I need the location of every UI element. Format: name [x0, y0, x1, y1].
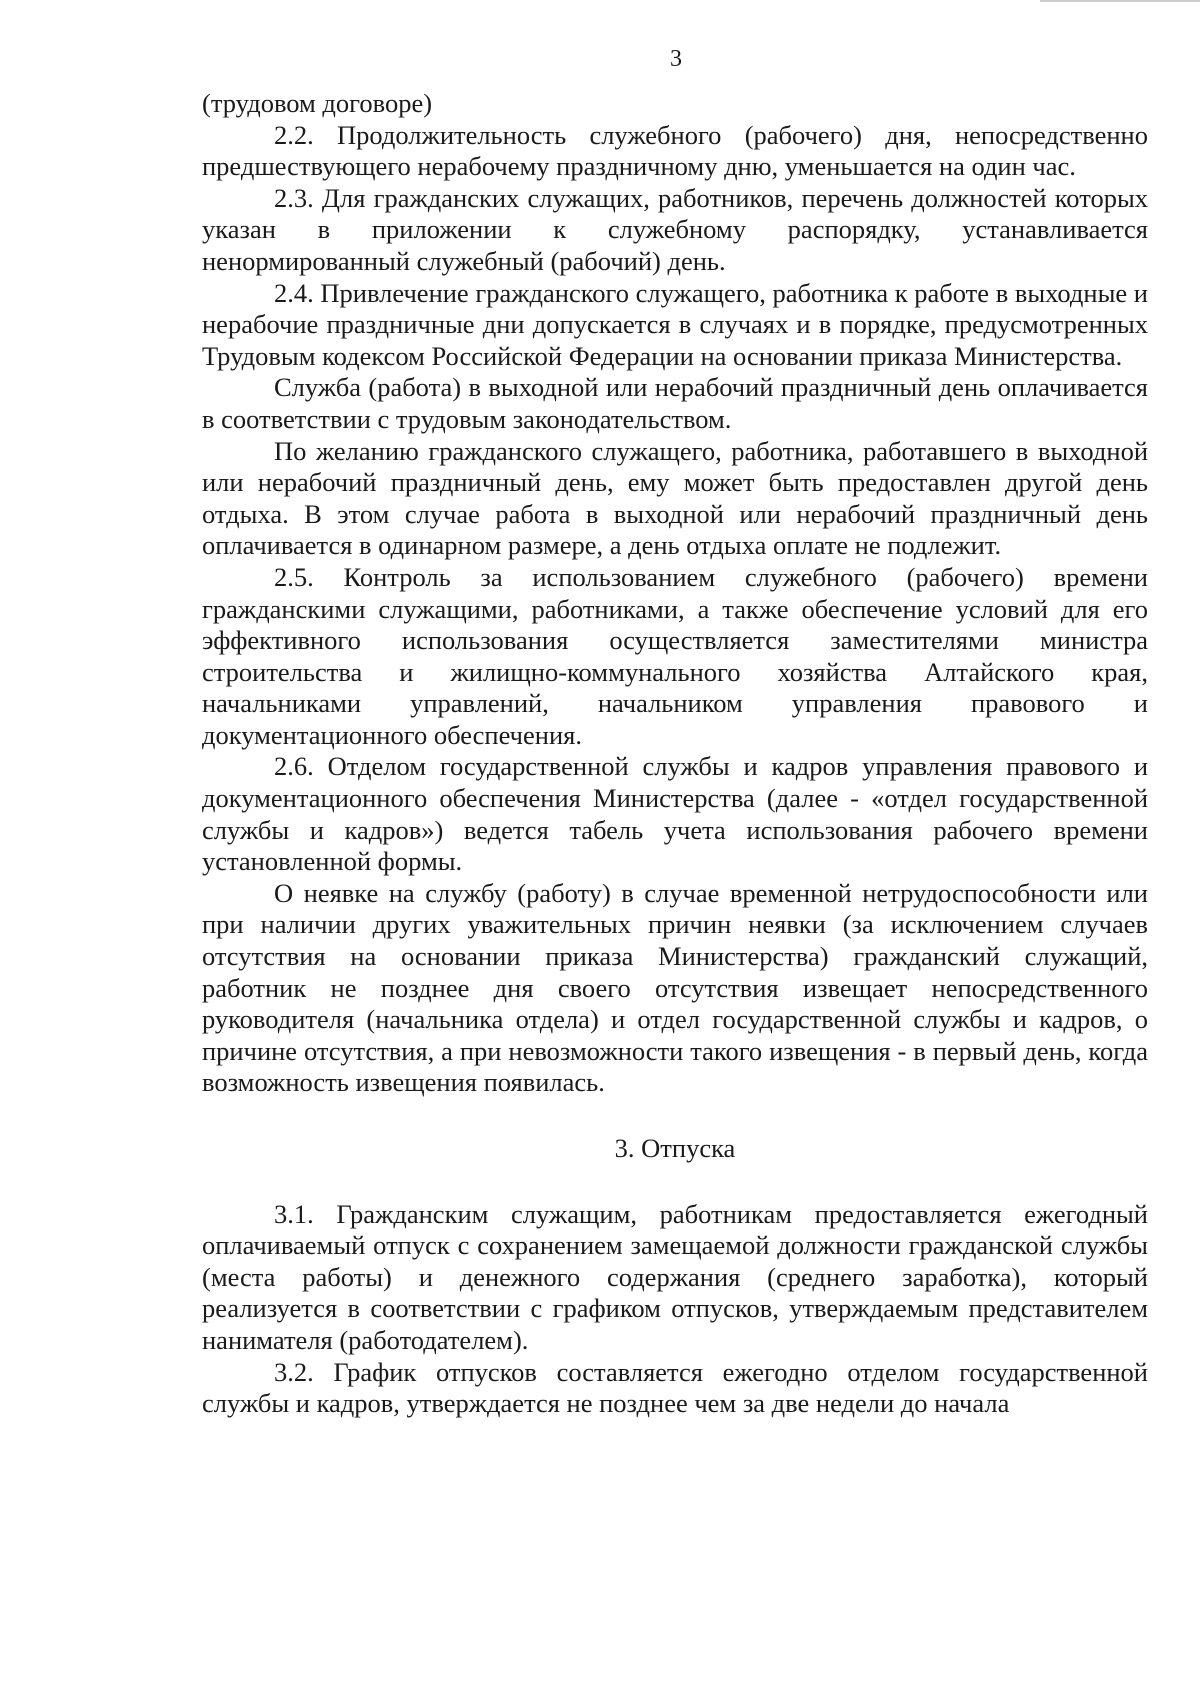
page-number: 3	[670, 46, 682, 72]
paragraph: По желанию гражданского служащего, работника, работавшего в выходной или нерабочий праздничный день, ему может быть предоставлен другой день отдыха. В этом случае работа в выходной или нерабочий праздничный день оплачивается в одинарном размере, а день отдыха оплате не подлежит.	[202, 435, 1148, 561]
section-heading: 3. Отпуска	[614, 1133, 736, 1163]
paragraph: О неявке на службу (работу) в случае временной нетрудоспособности или при наличии других уважительных причин неявки (за исключением случаев отсутствия на основании приказа Министерства) гражданский служащий, работник не позднее дня своего отсутствия извещает непосредственного руководителя (начальника отдела) и отдел государственной службы и кадров, о причине отсутствия, а при невозможности такого извещения - в первый день, когда возможность извещения появилась.	[202, 877, 1148, 1098]
paragraph: 2.3. Для гражданских служащих, работников, перечень должностей которых указан в приложении к служебному распорядку, устанавливается ненормированный служебный (рабочий) день.	[202, 182, 1148, 276]
paragraph: (трудовом договоре)	[202, 88, 433, 118]
paragraph: 2.4. Привлечение гражданского служащего, работника к работе в выходные и нерабочие праздничные дни допускается в случаях и в порядке, предусмотренных Трудовым кодексом Российской Федерации на основании приказа Министерства.	[202, 277, 1148, 371]
paragraph: 3.2. График отпусков составляется ежегодно отделом государственной службы и кадров, утверждается не позднее чем за две недели до начала	[202, 1356, 1148, 1419]
document-body	[202, 88, 1148, 1420]
scan-edge-line	[1040, 0, 1200, 2]
paragraph: 3.1. Гражданским служащим, работникам предоставляется ежегодный оплачиваемый отпуск с сохранением замещаемой должности гражданской службы (места работы) и денежного содержания (среднего заработка), который реализуется в соответствии с графиком отпусков, утверждаемым представителем нанимателя (работодателем).	[202, 1198, 1148, 1355]
paragraph: 2.6. Отделом государственной службы и кадров управления правового и документационного обеспечения Министерства (далее - «отдел государственной службы и кадров») ведется табель учета использования рабочего времени установленной формы.	[202, 751, 1148, 877]
paragraph: 2.2. Продолжительность служебного (рабочего) дня, непосредственно предшествующего нерабочему праздничному дню, уменьшается на один час.	[202, 119, 1148, 182]
paragraph: Служба (работа) в выходной или нерабочий праздничный день оплачивается в соответствии с трудовым законодательством.	[202, 372, 1148, 434]
paragraph: 2.5. Контроль за использованием служебного (рабочего) времени гражданскими служащими, работниками, а также обеспечение условий для его эффективного использования осуществляется заместителями министра строительства и жилищно-коммунального хозяйства Алтайского края, начальниками управлений, начальником управления правового и документационного обеспечения.	[202, 561, 1148, 750]
